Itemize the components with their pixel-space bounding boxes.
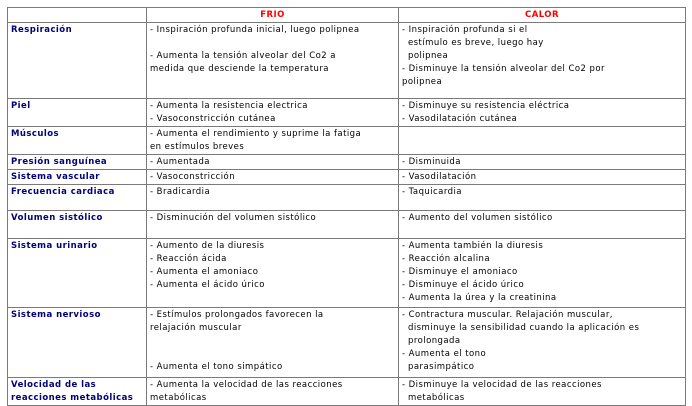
header-frio: FRIO [147, 8, 399, 23]
calor-cell-empty [399, 127, 686, 155]
frio-cell [147, 185, 399, 211]
frio-cell [147, 155, 399, 170]
calor-cell [399, 378, 686, 406]
text-line: - Reacción alcalina [402, 254, 491, 264]
text-line: relajación muscular [150, 323, 242, 333]
text-line: - Aumenta la resistencia electrica [150, 101, 308, 111]
frio-cell [147, 211, 399, 239]
header-empty-cell [8, 8, 147, 23]
text-line: polipnea [402, 77, 443, 87]
text-line: - Disminuye la velocidad de las reacciones [402, 380, 602, 390]
frio-cell [147, 99, 399, 127]
text-line: metabólicas [150, 393, 207, 403]
text-line: disminuye la sensibilidad cuando la aplicación es [408, 323, 640, 333]
text-line: - Aumenta también la diuresis [402, 241, 544, 251]
text-line: - Vasodilatación [402, 172, 477, 182]
table-row [8, 23, 686, 99]
calor-cell [399, 185, 686, 211]
text-line: prolongada [408, 336, 461, 346]
text-line: - Disminuye el ácido úrico [402, 280, 525, 290]
text-line: - Contractura muscular. Relajación muscular, [402, 310, 613, 320]
text-line: - Disminución del volumen sistólico [150, 213, 317, 223]
text-line: - Vasodilatación cutánea [402, 114, 518, 124]
text-line: - Disminuye la tensión alveolar del Co2 por [402, 64, 605, 74]
text-line: - Aumenta el amoniaco [150, 267, 259, 277]
text-line: - Aumenta la tensión alveolar del Co2 a [150, 51, 336, 61]
row-label-volumen-sistolico: Volumen sistólico [8, 211, 147, 239]
text-line: - Aumenta la úrea y la creatinina [402, 293, 557, 303]
table-header-row [8, 8, 686, 23]
text-line: reacciones metabólicas [11, 393, 134, 403]
calor-cell [399, 23, 686, 99]
text-line: - Aumenta el tono [402, 349, 487, 359]
text-line: - Aumenta el tono simpático [150, 362, 283, 372]
text-line: parasimpático [408, 362, 475, 372]
text-line: polipnea [408, 51, 449, 61]
calor-cell [399, 211, 686, 239]
text-line: - Inspiración profunda si el [402, 25, 528, 35]
header-calor: CALOR [399, 8, 686, 23]
text-line: - Aumento de la diuresis [150, 241, 265, 251]
table-row [8, 239, 686, 308]
text-line: - Inspiración profunda inicial, luego polipnea [150, 25, 360, 35]
calor-cell [399, 170, 686, 185]
text-line: - Disminuye el amoniaco [402, 267, 518, 277]
text-line: - Reacción ácida [150, 254, 227, 264]
table-row [8, 185, 686, 211]
calor-cell [399, 99, 686, 127]
row-label-frecuencia-cardiaca: Frecuencia cardiaca [8, 185, 147, 211]
text-line: - Disminuida [402, 157, 461, 167]
row-label-respiracion: Respiración [8, 23, 147, 99]
table-row [8, 127, 686, 155]
text-line: - Aumento del volumen sistólico [402, 213, 553, 223]
text-line: - Vasoconstricción [150, 172, 236, 182]
table-row [8, 99, 686, 127]
text-line: - Aumentada [150, 157, 210, 167]
text-line: - Aumenta el ácido úrico [150, 280, 265, 290]
text-line: estímulo es breve, luego hay [408, 38, 544, 48]
text-line: - Taquicardia [402, 187, 462, 197]
frio-cell [147, 23, 399, 99]
text-line: - Vasoconstricción cutánea [150, 114, 276, 124]
text-line: - Aumenta el rendimiento y suprime la fatiga [150, 129, 362, 139]
row-label-sistema-urinario: Sistema urinario [8, 239, 147, 308]
frio-cell [147, 127, 399, 155]
row-label-piel: Piel [8, 99, 147, 127]
text-line: - Aumenta la velocidad de las reacciones [150, 380, 343, 390]
frio-cell [147, 308, 399, 378]
row-label-musculos: Músculos [8, 127, 147, 155]
frio-cell [147, 170, 399, 185]
frio-cell [147, 378, 399, 406]
calor-cell [399, 239, 686, 308]
row-label-velocidad-reacciones [8, 378, 147, 406]
frio-cell [147, 239, 399, 308]
calor-cell [399, 308, 686, 378]
row-label-sistema-nervioso: Sistema nervioso [8, 308, 147, 378]
row-label-sistema-vascular: Sistema vascular [8, 170, 147, 185]
table-row [8, 308, 686, 378]
text-line: - Bradicardia [150, 187, 211, 197]
row-label-presion-sanguinea: Presión sanguínea [8, 155, 147, 170]
comparison-table [7, 7, 686, 406]
table-row [8, 155, 686, 170]
text-line: - Disminuye su resistencia eléctrica [402, 101, 570, 111]
text-line: metabólicas [408, 393, 465, 403]
text-line: Velocidad de las [11, 380, 97, 390]
text-line: - Estímulos prolongados favorecen la [150, 310, 324, 320]
calor-cell [399, 155, 686, 170]
table-row [8, 170, 686, 185]
text-line: en estímulos breves [150, 142, 245, 152]
text-line: medida que desciende la temperatura [150, 64, 329, 74]
table-row [8, 211, 686, 239]
table-row [8, 378, 686, 406]
